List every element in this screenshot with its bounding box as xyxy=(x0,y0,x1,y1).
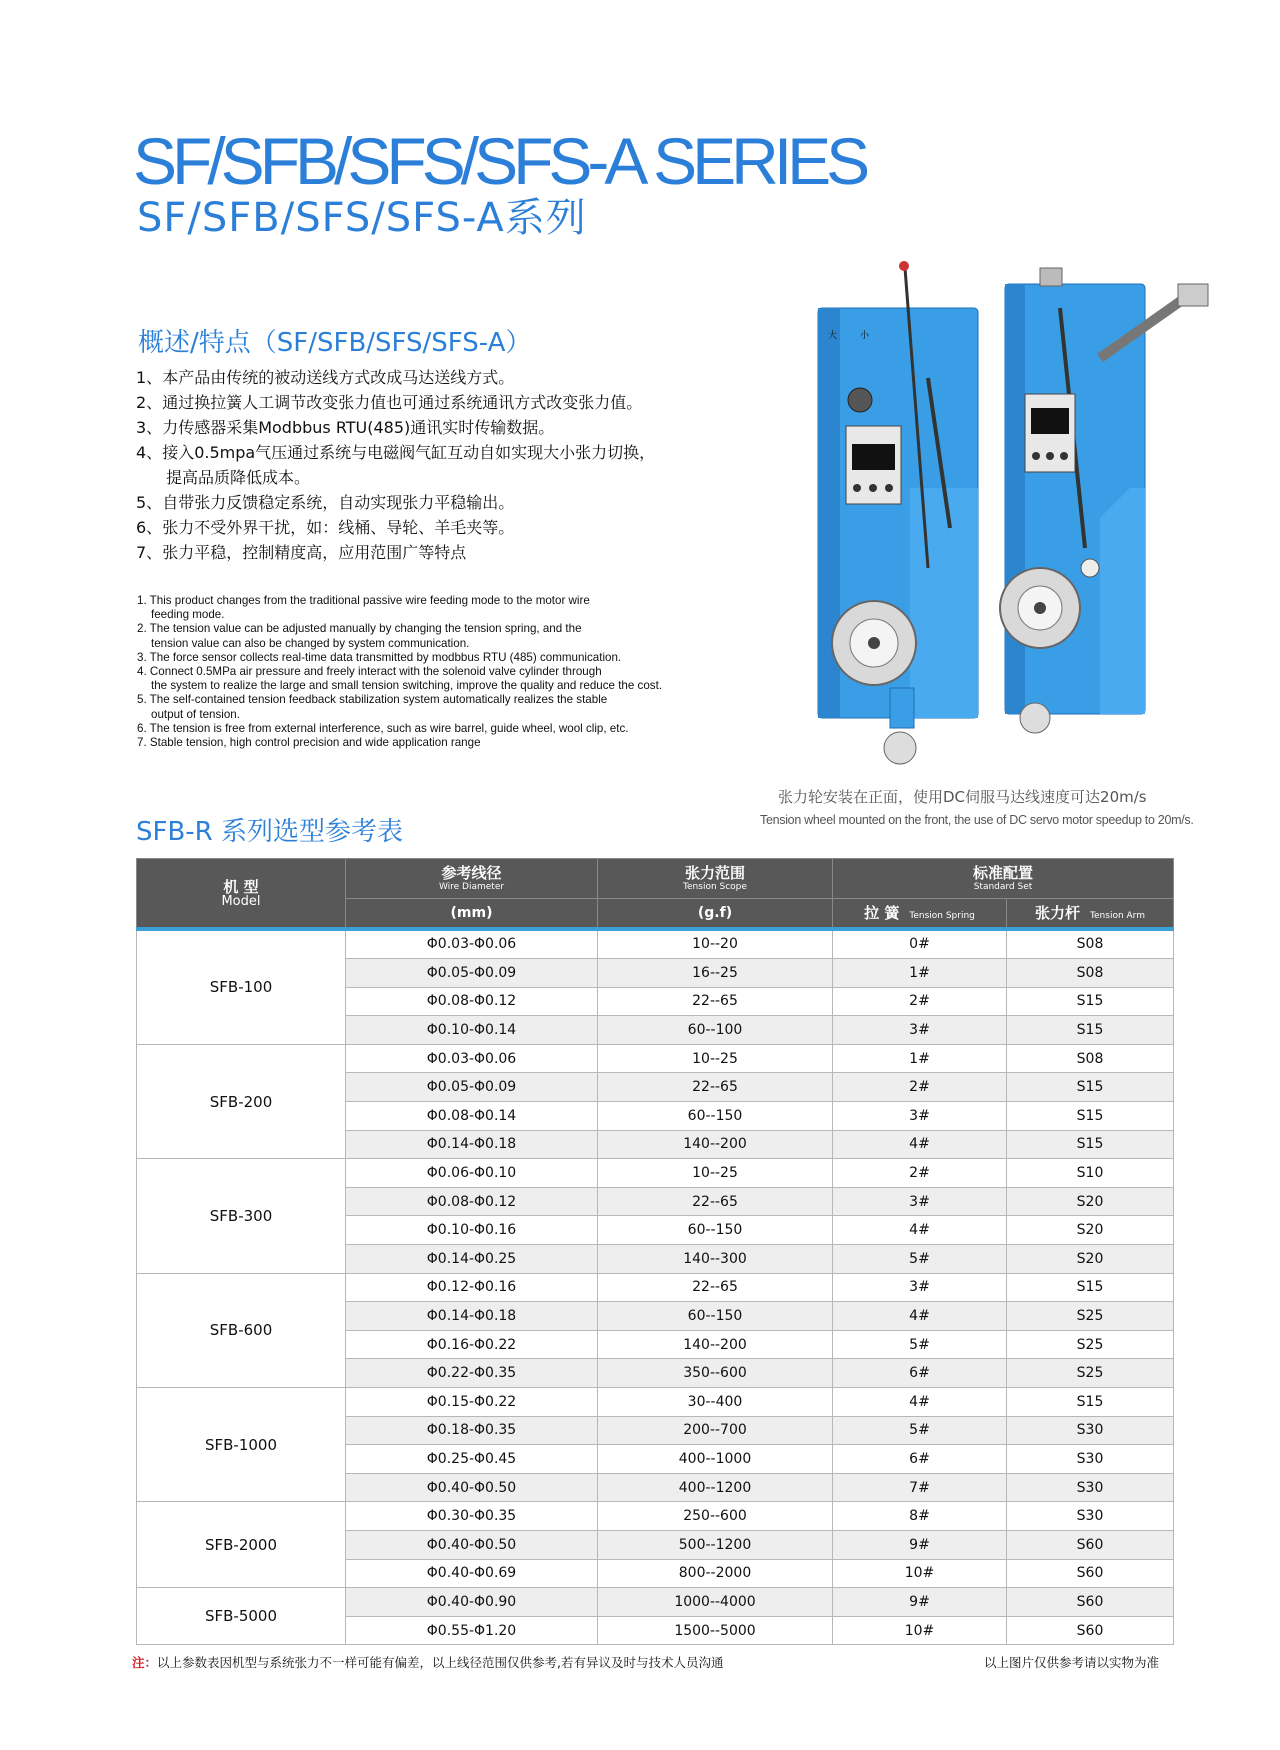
arm-cell: S30 xyxy=(1007,1502,1174,1531)
feature-en-item xyxy=(137,665,737,693)
wire-diameter-cell: Φ0.05-Φ0.09 xyxy=(346,1073,598,1102)
table-heading: SFB-R 系列选型参考表 xyxy=(136,817,404,847)
model-cell: SFB-300 xyxy=(137,1159,346,1273)
model-cell: SFB-100 xyxy=(137,929,346,1045)
spring-cell: 3# xyxy=(833,1016,1007,1045)
tension-range-cell: 30--400 xyxy=(598,1388,833,1417)
tension-range-cell: 140--200 xyxy=(598,1130,833,1159)
table-row xyxy=(137,1273,1174,1302)
arm-cell: S60 xyxy=(1007,1559,1174,1588)
col-standard-en: Standard Set xyxy=(973,881,1033,892)
wire-diameter-cell: Φ0.25-Φ0.45 xyxy=(346,1445,598,1474)
table-row xyxy=(137,1159,1174,1188)
wire-diameter-cell: Φ0.14-Φ0.18 xyxy=(346,1130,598,1159)
col-standard-header xyxy=(833,859,1174,899)
arm-cell: S30 xyxy=(1007,1473,1174,1502)
wire-diameter-cell: Φ0.10-Φ0.16 xyxy=(346,1216,598,1245)
feature-cn-num: 7、 xyxy=(136,543,163,562)
feature-cn-item xyxy=(136,415,796,440)
col-tension-cn: 张力范围 xyxy=(684,863,745,882)
tension-range-cell: 10--25 xyxy=(598,1044,833,1073)
feature-en-cont: the system to realize the large and small tension switching, improve the quality and reduce the cost. xyxy=(151,679,663,693)
model-cell: SFB-200 xyxy=(137,1044,346,1158)
feature-cn-num: 4、 xyxy=(136,443,163,462)
overview-heading: 概述/特点（SF/SFB/SFS/SFS-A） xyxy=(138,328,532,358)
tension-range-cell: 60--150 xyxy=(598,1302,833,1331)
tensioner-device-right xyxy=(1000,268,1208,733)
tension-range-cell: 22--65 xyxy=(598,987,833,1016)
tension-range-cell: 22--65 xyxy=(598,1073,833,1102)
product-photo xyxy=(800,248,1240,768)
feature-en-item xyxy=(137,651,737,665)
feature-en-cont: tension value can also be changed by system communication. xyxy=(151,636,470,650)
table-row xyxy=(137,929,1174,959)
feature-cn-item xyxy=(136,390,796,415)
spring-cell: 5# xyxy=(833,1245,1007,1274)
tension-range-cell: 800--2000 xyxy=(598,1559,833,1588)
arm-cell: S60 xyxy=(1007,1530,1174,1559)
feature-en-text: 4. Connect 0.5MPa air pressure and freely interact with the solenoid valve cylinder through xyxy=(137,665,602,679)
footnote-left xyxy=(132,1653,724,1671)
feature-en-item xyxy=(137,722,737,736)
feature-cn-text: 张力平稳，控制精度高，应用范围广等特点 xyxy=(162,543,467,562)
col-arm-en: Tension Arm xyxy=(1090,911,1145,922)
arm-cell: S08 xyxy=(1007,959,1174,988)
arm-cell: S25 xyxy=(1007,1330,1174,1359)
feature-en-text: 3. The force sensor collects real-time data transmitted by modbbus RTU (485) communication. xyxy=(137,650,622,664)
feature-en-item xyxy=(137,736,737,750)
wire-diameter-cell: Φ0.08-Φ0.12 xyxy=(346,1187,598,1216)
feature-cn-num: 3、 xyxy=(136,418,163,437)
col-wire-header xyxy=(346,859,598,899)
wire-diameter-cell: Φ0.40-Φ0.90 xyxy=(346,1588,598,1617)
tension-range-cell: 1500--5000 xyxy=(598,1616,833,1645)
feature-en-item xyxy=(137,622,737,650)
spring-cell: 2# xyxy=(833,1159,1007,1188)
spring-cell: 3# xyxy=(833,1187,1007,1216)
feature-en-text: 7. Stable tension, high control precision and wide application range xyxy=(137,736,481,750)
feature-cn-num: 5、 xyxy=(136,493,163,512)
spring-cell: 4# xyxy=(833,1216,1007,1245)
feature-cn-item xyxy=(136,515,796,540)
spring-cell: 2# xyxy=(833,1073,1007,1102)
tension-range-cell: 22--65 xyxy=(598,1273,833,1302)
model-cell: SFB-5000 xyxy=(137,1588,346,1645)
tension-range-cell: 60--150 xyxy=(598,1102,833,1131)
feature-en-item xyxy=(137,693,737,721)
tension-range-cell: 140--300 xyxy=(598,1245,833,1274)
wire-diameter-cell: Φ0.14-Φ0.25 xyxy=(346,1245,598,1274)
col-spring-header xyxy=(833,899,1007,929)
features-cn-list xyxy=(136,365,796,565)
tension-range-cell: 400--1000 xyxy=(598,1445,833,1474)
feature-cn-text: 通过换拉簧人工调节改变张力值也可通过系统通讯方式改变张力值。 xyxy=(162,393,643,412)
wire-diameter-cell: Φ0.08-Φ0.12 xyxy=(346,987,598,1016)
wire-diameter-cell: Φ0.08-Φ0.14 xyxy=(346,1102,598,1131)
photo-label-big: 大 xyxy=(828,331,838,341)
arm-cell: S08 xyxy=(1007,929,1174,959)
arm-cell: S60 xyxy=(1007,1588,1174,1617)
arm-cell: S15 xyxy=(1007,987,1174,1016)
feature-cn-text: 本产品由传统的被动送线方式改成马达送线方式。 xyxy=(162,368,515,387)
col-tension-unit: (g.f) xyxy=(598,899,833,929)
spring-cell: 3# xyxy=(833,1273,1007,1302)
feature-cn-text: 接入0.5mpa气压通过系统与电磁阀气缸互动自如实现大小张力切换， xyxy=(162,443,656,462)
wire-diameter-cell: Φ0.22-Φ0.35 xyxy=(346,1359,598,1388)
tension-range-cell: 60--150 xyxy=(598,1216,833,1245)
table-row xyxy=(137,1388,1174,1417)
arm-cell: S15 xyxy=(1007,1130,1174,1159)
tension-range-cell: 16--25 xyxy=(598,959,833,988)
spring-cell: 1# xyxy=(833,1044,1007,1073)
spring-cell: 2# xyxy=(833,987,1007,1016)
feature-cn-item xyxy=(136,365,796,390)
feature-cn-item xyxy=(136,440,796,490)
arm-cell: S15 xyxy=(1007,1388,1174,1417)
wire-diameter-cell: Φ0.14-Φ0.18 xyxy=(346,1302,598,1331)
feature-en-item xyxy=(137,594,737,622)
page-title-cn: SF/SFB/SFS/SFS-A系列 xyxy=(137,195,587,241)
spring-cell: 3# xyxy=(833,1102,1007,1131)
tension-range-cell: 200--700 xyxy=(598,1416,833,1445)
col-spring-en: Tension Spring xyxy=(909,911,975,922)
wire-diameter-cell: Φ0.30-Φ0.35 xyxy=(346,1502,598,1531)
spring-cell: 1# xyxy=(833,959,1007,988)
spring-cell: 7# xyxy=(833,1473,1007,1502)
tension-range-cell: 60--100 xyxy=(598,1016,833,1045)
spring-cell: 4# xyxy=(833,1130,1007,1159)
arm-cell: S30 xyxy=(1007,1445,1174,1474)
wire-diameter-cell: Φ0.40-Φ0.50 xyxy=(346,1530,598,1559)
feature-en-text: 6. The tension is free from external interference, such as wire barrel, guide wheel, wool clip, etc. xyxy=(137,721,629,735)
col-wire-cn: 参考线径 xyxy=(441,863,502,882)
spring-cell: 10# xyxy=(833,1616,1007,1645)
col-tension-header xyxy=(598,859,833,899)
tension-range-cell: 500--1200 xyxy=(598,1530,833,1559)
tension-range-cell: 140--200 xyxy=(598,1330,833,1359)
tension-range-cell: 400--1200 xyxy=(598,1473,833,1502)
arm-cell: S15 xyxy=(1007,1273,1174,1302)
tensioner-device-left xyxy=(818,261,978,764)
photo-caption-cn: 张力轮安装在正面，使用DC伺服马达线速度可达20m/s xyxy=(778,788,1147,806)
selection-table xyxy=(136,858,1174,1645)
arm-cell: S30 xyxy=(1007,1416,1174,1445)
tension-range-cell: 1000--4000 xyxy=(598,1588,833,1617)
wire-diameter-cell: Φ0.40-Φ0.50 xyxy=(346,1473,598,1502)
col-arm-header xyxy=(1007,899,1174,929)
wire-diameter-cell: Φ0.03-Φ0.06 xyxy=(346,929,598,959)
col-wire-en: Wire Diameter xyxy=(438,881,505,892)
arm-cell: S20 xyxy=(1007,1245,1174,1274)
col-model-header xyxy=(137,859,346,929)
feature-en-text: 5. The self-contained tension feedback stabilization system automatically realizes the stable xyxy=(137,693,608,707)
arm-cell: S25 xyxy=(1007,1359,1174,1388)
feature-en-text: 2. The tension value can be adjusted manually by changing the tension spring, and the xyxy=(137,622,582,636)
wire-diameter-cell: Φ0.03-Φ0.06 xyxy=(346,1044,598,1073)
col-arm-cn: 张力杆 xyxy=(1035,904,1081,923)
tension-range-cell: 10--25 xyxy=(598,1159,833,1188)
arm-cell: S10 xyxy=(1007,1159,1174,1188)
arm-cell: S15 xyxy=(1007,1073,1174,1102)
spring-cell: 10# xyxy=(833,1559,1007,1588)
arm-cell: S20 xyxy=(1007,1187,1174,1216)
arm-cell: S15 xyxy=(1007,1016,1174,1045)
spring-cell: 8# xyxy=(833,1502,1007,1531)
arm-cell: S08 xyxy=(1007,1044,1174,1073)
feature-en-text: 1. This product changes from the traditional passive wire feeding mode to the motor wire xyxy=(137,594,590,607)
footnote-right: 以上图片仅供参考请以实物为准 xyxy=(984,1655,1160,1670)
model-cell: SFB-1000 xyxy=(137,1388,346,1502)
feature-cn-num: 2、 xyxy=(136,393,163,412)
col-model-cn: 机 型 xyxy=(223,877,259,896)
page-title-en: SF/SFB/SFS/SFS-A SERIES xyxy=(133,124,866,198)
note-label: 注： xyxy=(132,1655,158,1670)
wire-diameter-cell: Φ0.18-Φ0.35 xyxy=(346,1416,598,1445)
feature-cn-num: 6、 xyxy=(136,518,163,537)
col-wire-unit: (mm) xyxy=(346,899,598,929)
tension-range-cell: 350--600 xyxy=(598,1359,833,1388)
tension-range-cell: 10--20 xyxy=(598,929,833,959)
feature-cn-text: 张力不受外界干扰，如：线桶、导轮、羊毛夹等。 xyxy=(162,518,515,537)
spring-cell: 5# xyxy=(833,1416,1007,1445)
feature-cn-item xyxy=(136,490,796,515)
table-row xyxy=(137,1588,1174,1617)
wire-diameter-cell: Φ0.55-Φ1.20 xyxy=(346,1616,598,1645)
col-tension-en: Tension Scope xyxy=(683,881,747,892)
feature-en-cont: feeding mode. xyxy=(151,608,225,622)
wire-diameter-cell: Φ0.12-Φ0.16 xyxy=(346,1273,598,1302)
wire-diameter-cell: Φ0.40-Φ0.69 xyxy=(346,1559,598,1588)
spring-cell: 6# xyxy=(833,1359,1007,1388)
model-cell: SFB-600 xyxy=(137,1273,346,1387)
spring-cell: 0# xyxy=(833,929,1007,959)
table-row xyxy=(137,1502,1174,1531)
feature-cn-text: 自带张力反馈稳定系统，自动实现张力平稳输出。 xyxy=(162,493,515,512)
feature-cn-item xyxy=(136,540,796,565)
note-text: 以上参数表因机型与系统张力不一样可能有偏差，以上线径范围仅供参考,若有异议及时与技术人员沟通 xyxy=(157,1655,724,1670)
col-standard-cn: 标准配置 xyxy=(973,863,1034,882)
tension-range-cell: 250--600 xyxy=(598,1502,833,1531)
feature-cn-cont: 提高品质降低成本。 xyxy=(166,468,311,487)
feature-cn-text: 力传感器采集Modbbus RTU(485)通讯实时传输数据。 xyxy=(162,418,555,437)
wire-diameter-cell: Φ0.16-Φ0.22 xyxy=(346,1330,598,1359)
wire-diameter-cell: Φ0.15-Φ0.22 xyxy=(346,1388,598,1417)
feature-en-cont: output of tension. xyxy=(151,707,240,721)
spring-cell: 9# xyxy=(833,1588,1007,1617)
spring-cell: 5# xyxy=(833,1330,1007,1359)
arm-cell: S25 xyxy=(1007,1302,1174,1331)
photo-caption-en: Tension wheel mounted on the front, the use of DC servo motor speedup to 20m/s. xyxy=(760,813,1194,827)
model-cell: SFB-2000 xyxy=(137,1502,346,1588)
arm-cell: S15 xyxy=(1007,1102,1174,1131)
wire-diameter-cell: Φ0.10-Φ0.14 xyxy=(346,1016,598,1045)
arm-cell: S20 xyxy=(1007,1216,1174,1245)
feature-cn-num: 1、 xyxy=(136,368,163,387)
tension-range-cell: 22--65 xyxy=(598,1187,833,1216)
features-en-list xyxy=(137,594,737,750)
spring-cell: 4# xyxy=(833,1302,1007,1331)
col-spring-cn: 拉 簧 xyxy=(864,904,900,923)
col-model-en: Model xyxy=(221,893,261,909)
spring-cell: 4# xyxy=(833,1388,1007,1417)
photo-label-small: 小 xyxy=(860,331,870,341)
spring-cell: 9# xyxy=(833,1530,1007,1559)
wire-diameter-cell: Φ0.05-Φ0.09 xyxy=(346,959,598,988)
spring-cell: 6# xyxy=(833,1445,1007,1474)
wire-diameter-cell: Φ0.06-Φ0.10 xyxy=(346,1159,598,1188)
arm-cell: S60 xyxy=(1007,1616,1174,1645)
table-row xyxy=(137,1044,1174,1073)
